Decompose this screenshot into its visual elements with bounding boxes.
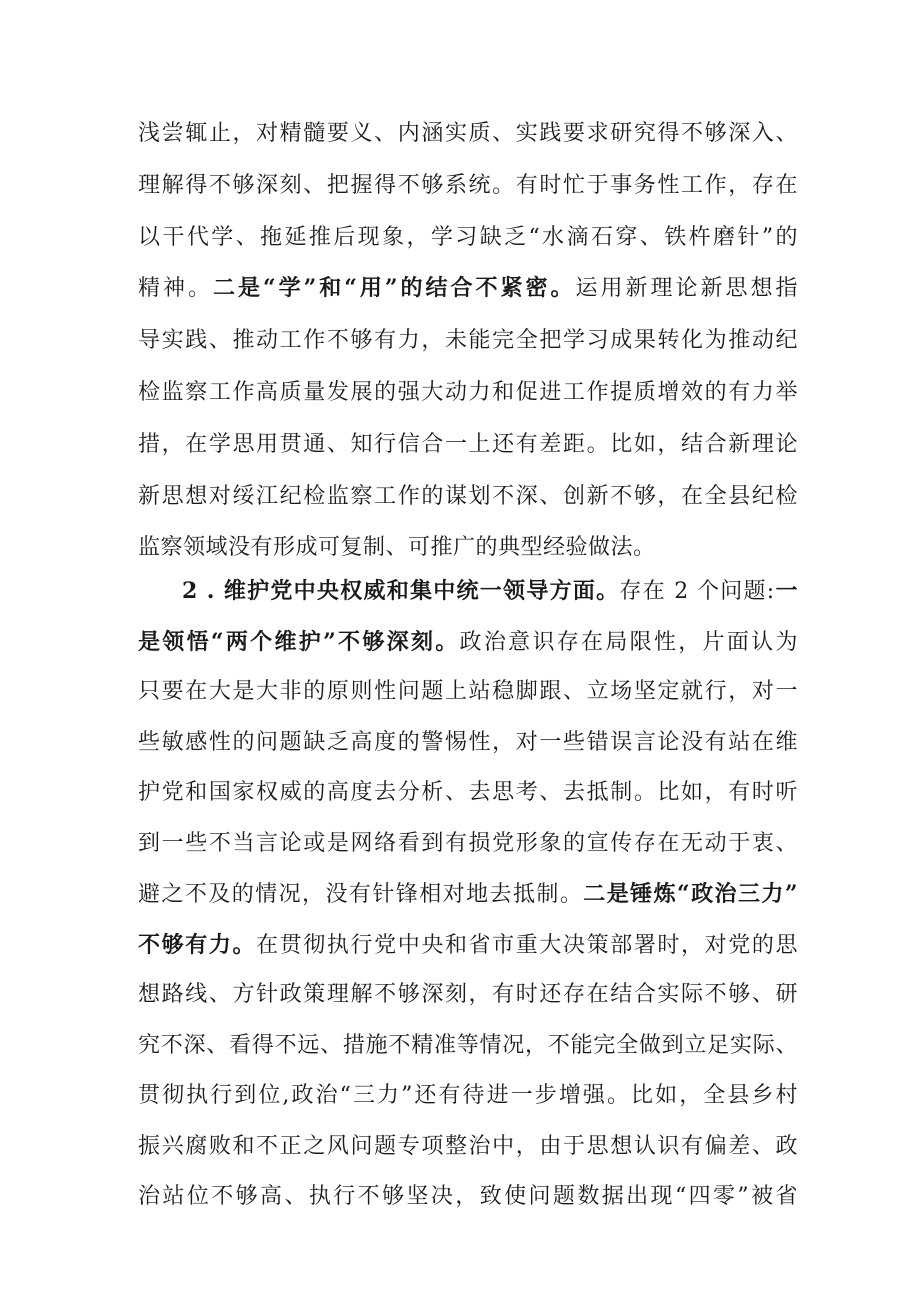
text-segment: 贯彻执行到位,政治“三力”还有待进一步增强。比如，全县乡村 bbox=[138, 1083, 798, 1108]
text-line bbox=[138, 471, 798, 523]
text-line bbox=[138, 1021, 798, 1072]
text-segment: 导实践、推动工作不够有力，未能完全把学习成果转化为推动纪 bbox=[138, 328, 798, 354]
text-segment: 监察领域没有形成可复制、可推广的典型经验做法。 bbox=[138, 535, 656, 561]
paragraph-maintain-authority bbox=[138, 566, 798, 1223]
text-line bbox=[138, 920, 798, 971]
text-segment: 些敏感性的问题缺乏高度的警惕性，对一些错误言论没有站在维 bbox=[138, 729, 798, 755]
text-line bbox=[138, 160, 798, 212]
text-segment: 到一些不当言论或是网络看到有损党形象的宣传存在无动于衷、 bbox=[138, 830, 798, 856]
text-segment: 检监察工作高质量发展的强大动力和促进工作提质增效的有力举 bbox=[138, 379, 798, 405]
text-line bbox=[138, 212, 798, 264]
text-line bbox=[138, 108, 798, 160]
text-segment: 只要在大是大非的原则性问题上站稳脚跟、立场坚定就行，对一 bbox=[138, 679, 798, 704]
text-segment: 以干代学、拖延推后现象，学习缺乏“水滴石穿、铁杵磨针”的 bbox=[138, 224, 798, 250]
bold-text-segment: 是领悟“两个维护”不够深刻。 bbox=[138, 628, 460, 655]
text-line bbox=[138, 1122, 798, 1173]
text-segment: 浅尝辄止，对精髓要义、内涵实质、实践要求研究得不够深入、 bbox=[138, 121, 798, 146]
text-segment: 想路线、方针政策理解不够深刻，有时还存在结合实际不够、研 bbox=[138, 982, 798, 1007]
paragraph-study-theory bbox=[138, 108, 798, 574]
bold-text-segment: 2 . 维护党中央权威和集中统一领导方面。 bbox=[182, 578, 620, 604]
text-line bbox=[138, 419, 798, 471]
text-line bbox=[138, 970, 798, 1021]
text-line bbox=[138, 768, 798, 819]
text-line bbox=[138, 869, 798, 920]
text-line bbox=[138, 263, 798, 315]
text-segment: 究不深、看得不远、措施不精准等情况，不能完全做到立足实际、 bbox=[138, 1032, 798, 1058]
text-segment: 治站位不够高、执行不够坚决，致使问题数据出现“四零”被省 bbox=[138, 1184, 798, 1209]
bold-text-segment: 一 bbox=[774, 578, 798, 604]
text-line bbox=[138, 1172, 798, 1223]
text-segment: 护党和国家权威的高度去分析、去思考、去抵制。比如，有时听 bbox=[138, 780, 798, 805]
bold-text-segment: 二是锤炼“政治三力” bbox=[583, 881, 798, 907]
text-segment: 在贯彻执行党中央和省市重大决策部署时，对党的思 bbox=[256, 932, 798, 958]
text-line bbox=[138, 718, 798, 769]
text-line bbox=[138, 667, 798, 718]
bold-text-segment: 二是“学”和“用”的结合不紧密。 bbox=[212, 275, 576, 302]
text-line bbox=[138, 1071, 798, 1122]
text-segment: 新思想对绥江纪检监察工作的谋划不深、创新不够，在全县纪检 bbox=[138, 483, 798, 509]
text-line bbox=[138, 617, 798, 668]
text-segment: 避之不及的情况，没有针锋相对地去抵制。 bbox=[138, 882, 584, 907]
text-segment: 精神。 bbox=[138, 276, 213, 302]
text-segment: 措，在学思用贯通、知行信合一上还有差距。比如，结合新理论 bbox=[138, 431, 798, 457]
text-segment: 存在 2 个问题: bbox=[619, 579, 775, 604]
text-line bbox=[138, 566, 798, 617]
bold-text-segment: 不够有力。 bbox=[138, 931, 257, 958]
text-segment: 理解得不够深刻、把握得不够系统。有时忙于事务性工作，存在 bbox=[138, 172, 798, 198]
text-segment: 运用新理论新思想指 bbox=[575, 276, 798, 302]
text-line bbox=[138, 819, 798, 870]
text-line bbox=[138, 315, 798, 367]
text-segment: 振兴腐败和不正之风问题专项整治中，由于思想认识有偏差、政 bbox=[138, 1133, 798, 1159]
text-line bbox=[138, 367, 798, 419]
text-segment: 政治意识存在局限性，片面认为 bbox=[459, 629, 798, 655]
